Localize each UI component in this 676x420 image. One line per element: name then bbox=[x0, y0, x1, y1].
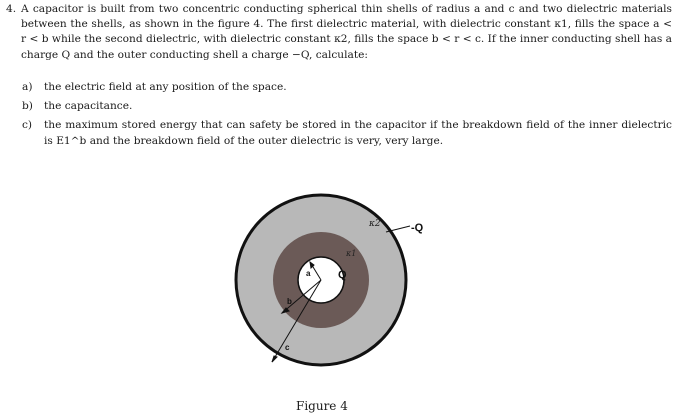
part-label: a) bbox=[22, 81, 33, 93]
radius-b-label: b bbox=[287, 297, 292, 306]
radius-c-arrowhead bbox=[272, 356, 277, 362]
problem-text: A capacitor is built from two concentric conducting spherical thin shells of radius a and c and two dielectric materials between the shells, as shown in the figure 4. The first dielectric material, with dielectric constant κ1, fills the space a < r < b while the second dielectric, with dielectric constant κ2, fills the space b < r < c. If the inner conducting shell has a charge Q and the outer conducting shell a charge −Q, calculate: bbox=[21, 3, 672, 61]
part-label: b) bbox=[22, 100, 33, 113]
radius-a-label: a bbox=[306, 269, 311, 278]
radius-c-label: c bbox=[285, 343, 290, 352]
problem-number: 4. bbox=[6, 3, 17, 15]
part-text: the electric field at any position of the space. bbox=[44, 81, 287, 93]
inner-charge-label: Q bbox=[338, 269, 347, 281]
part-label: c) bbox=[22, 119, 33, 132]
outer-charge-label: -Q bbox=[411, 222, 424, 234]
kappa1-label: κ1 bbox=[346, 249, 357, 258]
part-text: the maximum stored energy that can safety be stored in the capacitor if the breakdown field of the inner dielectric is E1^b and the breakdown field of the outer dielectric is very, very large. bbox=[44, 119, 672, 147]
figure-caption: Figure 4 bbox=[296, 399, 348, 413]
kappa2-label: κ2 bbox=[369, 219, 381, 229]
part-text: the capacitance. bbox=[44, 100, 133, 113]
